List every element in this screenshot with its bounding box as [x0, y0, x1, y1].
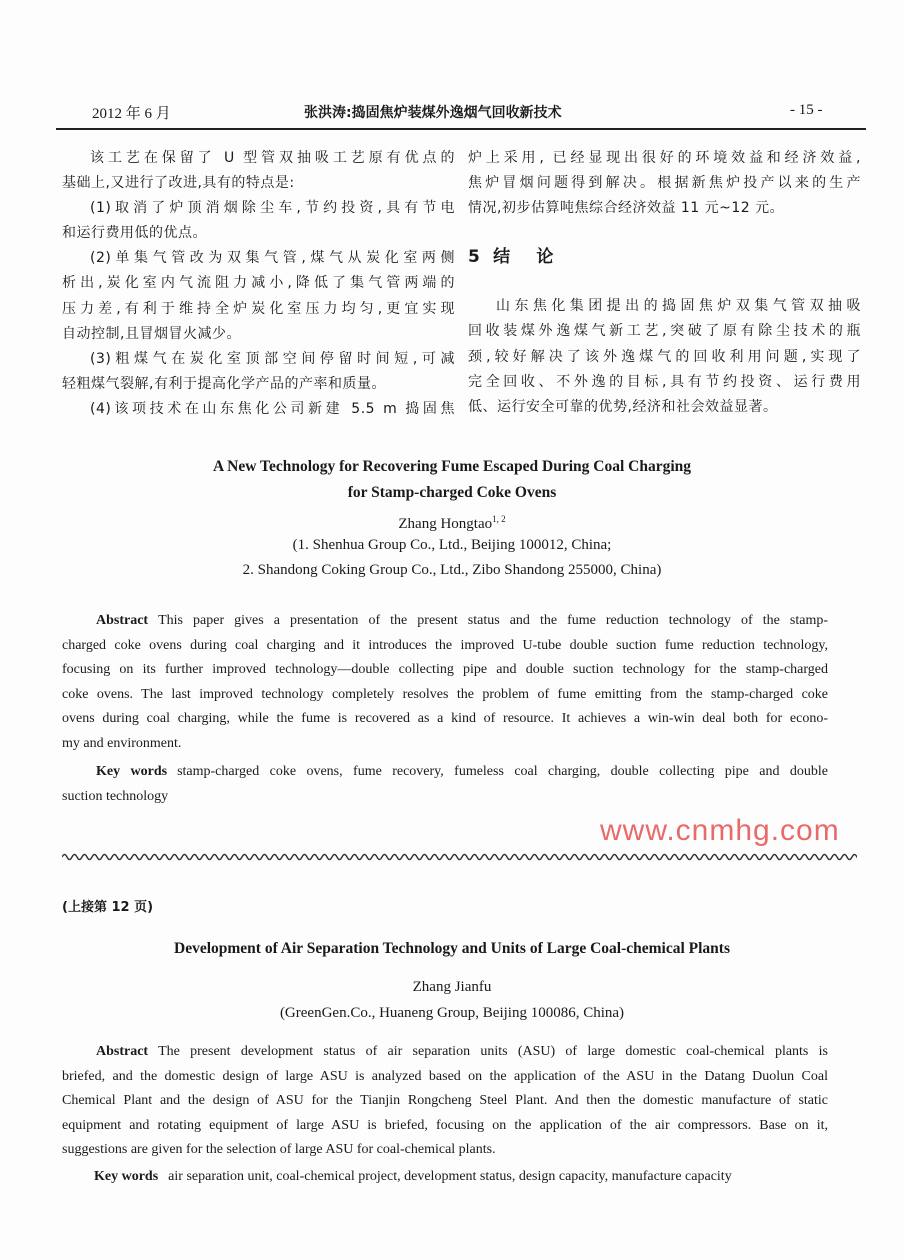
conclusion-paragraph — [468, 294, 861, 419]
text-line — [62, 760, 828, 785]
text-line: ovens during coal charging, while the fume is recovered as a kind of resource. It achieves a win-win deal both for econo- — [62, 711, 828, 726]
paragraph — [62, 347, 455, 397]
text-line: 该工艺在保留了 U 型管双抽吸工艺原有优点的 — [90, 150, 455, 166]
right-column — [468, 146, 861, 420]
wavy-divider — [62, 852, 857, 862]
section-label: Key words — [96, 764, 168, 779]
text-line: 和运行费用低的优点。 — [62, 225, 207, 242]
text-line: 山东焦化集团提出的捣固焦炉双集气管双抽吸 — [496, 298, 861, 315]
text-line: 轻粗煤气裂解,有利于提高化学产品的产率和质量。 — [62, 375, 386, 392]
page-number: - 15 - — [790, 102, 823, 118]
line-text: This paper gives a presentation of the present status and the fume reduction technology of the stamp- — [158, 613, 828, 628]
text-line: 回收装煤外逸煤气新工艺,突破了原有除尘技术的瓶 — [468, 323, 861, 340]
text-line: (3)粗煤气在炭化室顶部空间停留时间短,可减 — [90, 350, 455, 367]
text-line — [62, 609, 828, 634]
text-line: briefed, and the domestic design of large ASU is analyzed based on the application of the ASU in the Datang Duolun Coal — [62, 1068, 828, 1084]
line-text: The present development status of air separation units (ASU) of large domestic coal-chemical plants is — [158, 1044, 828, 1059]
article-title-en — [0, 454, 904, 506]
keywords-label: Key words — [94, 1169, 159, 1184]
text-line: equipment and rotating equipment of large ASU is briefed, focusing on the application of the air compressors. Base on it, — [62, 1117, 828, 1133]
text-line: my and environment. — [62, 735, 182, 751]
header-rule — [56, 128, 866, 130]
paragraph — [62, 146, 455, 196]
author-superscript: 1, 2 — [492, 514, 506, 524]
left-column — [62, 146, 455, 422]
text-line: 压力差,有利于维持全炉炭化室压力均匀,更宜实现 — [62, 300, 455, 317]
article-title-2-en: Development of Air Separation Technology and Units of Large Coal-chemical Plants — [174, 940, 730, 957]
text-line: suggestions are given for the selection of large ASU for coal-chemical plants. — [62, 1142, 496, 1157]
affiliation-line: (1. Shenhua Group Co., Ltd., Beijing 100012, China; — [292, 537, 612, 553]
keywords-1 — [62, 760, 828, 809]
affiliation-line: 2. Shandong Coking Group Co., Ltd., Zibo Shandong 255000, China) — [242, 562, 662, 578]
text-line: (4)该项技术在山东焦化公司新建 5.5 m 捣固焦 — [90, 400, 455, 417]
running-title: 张洪涛:捣固焦炉装煤外逸烟气回收新技术 — [304, 105, 562, 121]
abstract-2 — [62, 1040, 828, 1163]
line-text: stamp-charged coke ovens, fume recovery, fumeless coal charging, double collecting pipe and double — [177, 764, 828, 779]
text-line: 析出,炭化室内气流阻力减小,降低了集气管两端的 — [62, 275, 455, 292]
affiliation-2: (GreenGen.Co., Huaneng Group, Beijing 100086, China) — [279, 1005, 625, 1021]
issue-date: 2012 年 6 月 — [92, 106, 171, 122]
author-name: Zhang Hongtao — [398, 516, 493, 532]
watermark: www.cnmhg.com — [600, 814, 840, 847]
keywords-2 — [62, 1165, 828, 1190]
title-line: A New Technology for Recovering Fume Escaped During Coal Charging — [212, 458, 692, 475]
keywords-text: air separation unit, coal-chemical project, development status, design capacity, manufacture capacity — [168, 1169, 732, 1184]
text-line: 低、运行安全可靠的优势,经济和社会效益显著。 — [468, 398, 778, 415]
continued-note: (上接第 12 页) — [62, 900, 154, 915]
text-line: 基础上,又进行了改进,具有的特点是: — [62, 175, 295, 192]
text-line: charged coke ovens during coal charging and it introduces the improved U-tube double suction fume reduction technology, — [62, 637, 828, 653]
title-line: for Stamp-charged Coke Ovens — [347, 484, 557, 501]
section-heading: 5 结 论 — [468, 247, 554, 268]
text-line: (2)单集气管改为双集气管,煤气从炭化室两侧 — [90, 250, 455, 267]
text-line: coke ovens. The last improved technology completely resolves the problem of fume emitting from the stamp-charged coke — [62, 686, 828, 702]
text-line: 情况,初步估算吨焦综合经济效益 11 元~12 元。 — [468, 200, 785, 217]
paragraph — [62, 397, 455, 422]
abstract-1 — [62, 609, 828, 756]
continuation-paragraph — [468, 146, 861, 221]
text-line: 焦炉冒烟问题得到解决。根据新焦炉投产以来的生产 — [468, 175, 861, 192]
paragraph — [62, 196, 455, 246]
text-line: suction technology — [62, 788, 169, 804]
text-line: focusing on its further improved technology—double collecting pipe and double suction technology for the stamp-charged — [62, 662, 828, 677]
author-2: Zhang Jianfu — [412, 979, 492, 995]
section-label: Abstract — [96, 1044, 149, 1059]
text-line: 完全回收、不外逸的目标,具有节约投资、运行费用 — [468, 373, 861, 390]
text-line: 炉上采用, 已经显现出很好的环境效益和经济效益, — [468, 150, 861, 166]
text-line: 颈,较好解决了该外逸煤气的回收利用问题,实现了 — [468, 348, 861, 365]
section-label: Abstract — [96, 613, 149, 628]
text-line — [62, 1040, 828, 1065]
text-line: 自动控制,且冒烟冒火减少。 — [62, 325, 241, 342]
text-line: (1)取消了炉顶消烟除尘车,节约投资,具有节电 — [90, 200, 455, 217]
text-line: Chemical Plant and the design of ASU for the Tianjin Rongcheng Steel Plant. And then the domestic manufacture of static — [62, 1093, 828, 1108]
affiliations — [0, 533, 904, 583]
paragraph — [62, 246, 455, 346]
